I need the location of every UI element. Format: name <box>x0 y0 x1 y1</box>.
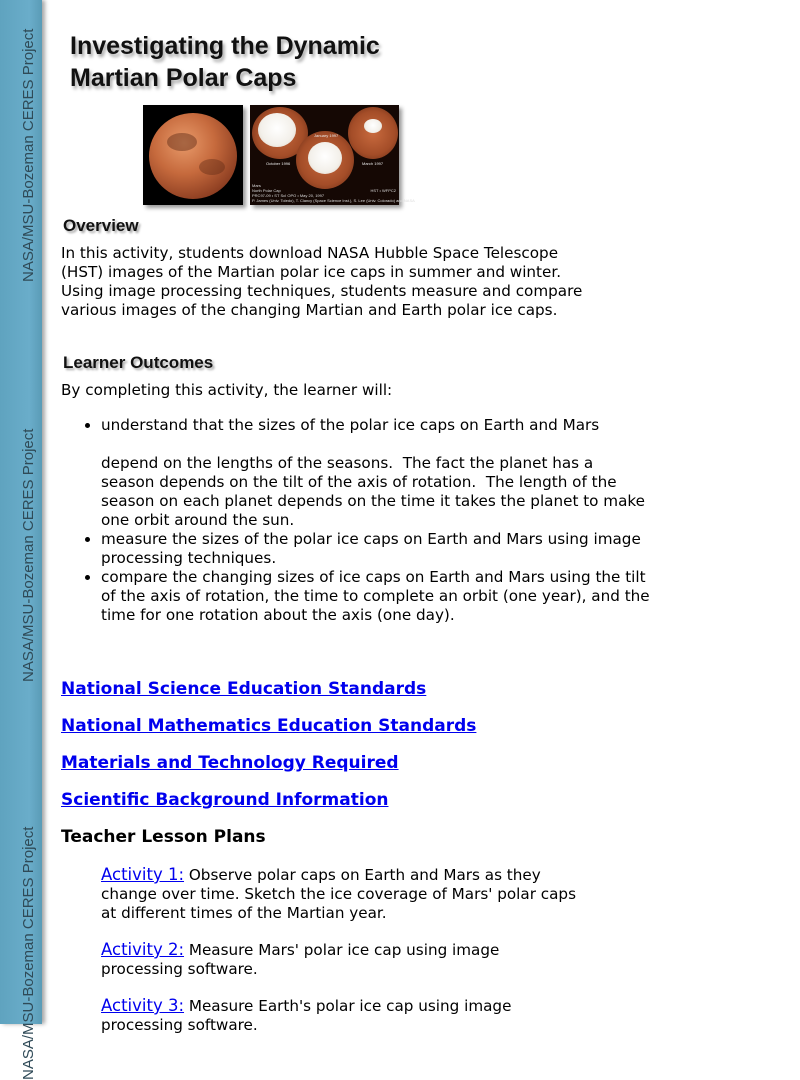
list-item: • compare the changing sizes of ice caps on Earth and Mars using the tilt of the axis of rotation, the time to complete an orbit (one year), and the time for one rotation about the axis (one day). <box>101 568 651 625</box>
sidebar-project-label: NASA/MSU-Bozeman CERES Project <box>20 28 37 282</box>
cap-label-january: January 1997 <box>314 133 339 138</box>
cap-ice-october <box>258 113 296 147</box>
list-item <box>101 416 651 530</box>
cap-ice-january <box>308 142 342 174</box>
teacher-lesson-plans-heading: Teacher Lesson Plans <box>61 827 266 847</box>
outcome-text: understand that the sizes of the polar ice caps on Earth and Mars <box>101 416 600 434</box>
page-title <box>70 30 380 94</box>
activity-1 <box>101 865 581 923</box>
cap-label-march: March 1997 <box>362 161 384 166</box>
cap-caption <box>252 183 415 203</box>
learner-outcomes-list <box>61 416 651 625</box>
mars-globe-image <box>143 105 243 205</box>
page-title-line-2: Martian Polar Caps <box>70 64 297 92</box>
activity-3-link[interactable]: Activity 3: <box>101 996 185 1015</box>
cap-ice-march <box>364 119 382 133</box>
cap-caption-line: North Polar Cap <box>252 188 281 193</box>
mars-planet <box>149 113 237 199</box>
sidebar-banner <box>0 0 42 1080</box>
cap-view-january <box>296 131 354 189</box>
learner-outcomes-intro: By completing this activity, the learner will: <box>61 381 393 399</box>
page-title-line-1: Investigating the Dynamic <box>70 32 380 60</box>
overview-text: In this activity, students download NASA Hubble Space Telescope (HST) images of the Martian polar ice caps in summer and winter. Using image processing techniques, students measure and compare various images of the changing Martian and Earth polar ice caps. <box>61 244 583 319</box>
cap-caption-line: P. James (Univ. Toledo), T. Clancy (Space Science Inst.), S. Lee (Univ. Colorado) and NASA <box>252 198 415 203</box>
cap-view-march <box>348 107 398 159</box>
scientific-background-link[interactable]: Scientific Background Information <box>61 790 389 810</box>
sidebar-project-label: NASA/MSU-Bozeman CERES Project <box>20 428 37 682</box>
activity-2-description: Measure Mars' polar ice cap using image processing software. <box>101 941 500 978</box>
activity-2 <box>101 940 581 979</box>
cap-caption-line: PRC97-09 • ST ScI OPO • May 20, 1997 <box>252 193 325 198</box>
mars-polar-cap-image <box>250 105 415 205</box>
cap-hst-label: HST • WFPC2 <box>370 188 396 193</box>
math-standards-link[interactable]: National Mathematics Education Standards <box>61 716 477 736</box>
cap-caption-line: Mars <box>252 183 261 188</box>
overview-heading: Overview <box>63 216 139 235</box>
materials-link[interactable]: Materials and Technology Required <box>61 753 399 773</box>
activity-3-description: Measure Earth's polar ice cap using image processing software. <box>101 997 512 1034</box>
activity-3 <box>101 996 581 1035</box>
activity-1-link[interactable]: Activity 1: <box>101 865 185 884</box>
outcome-text: depend on the lengths of the seasons. The fact the planet has a season depends on the tilt of the axis of rotation. The length of the season on each planet depends on the time it takes the planet to make one orbit around the sun. <box>101 454 645 529</box>
learner-outcomes-heading: Learner Outcomes <box>63 353 214 372</box>
sidebar-project-label: NASA/MSU-Bozeman CERES Project <box>20 826 37 1080</box>
science-standards-link[interactable]: National Science Education Standards <box>61 679 427 699</box>
activity-2-link[interactable]: Activity 2: <box>101 940 185 959</box>
activity-1-description: Observe polar caps on Earth and Mars as they change over time. Sketch the ice coverage of Mars' polar caps at different times of the Martian year. <box>101 866 576 922</box>
list-item: • measure the sizes of the polar ice caps on Earth and Mars using image processing techniques. <box>101 530 651 568</box>
cap-label-october: October 1996 <box>266 161 291 166</box>
